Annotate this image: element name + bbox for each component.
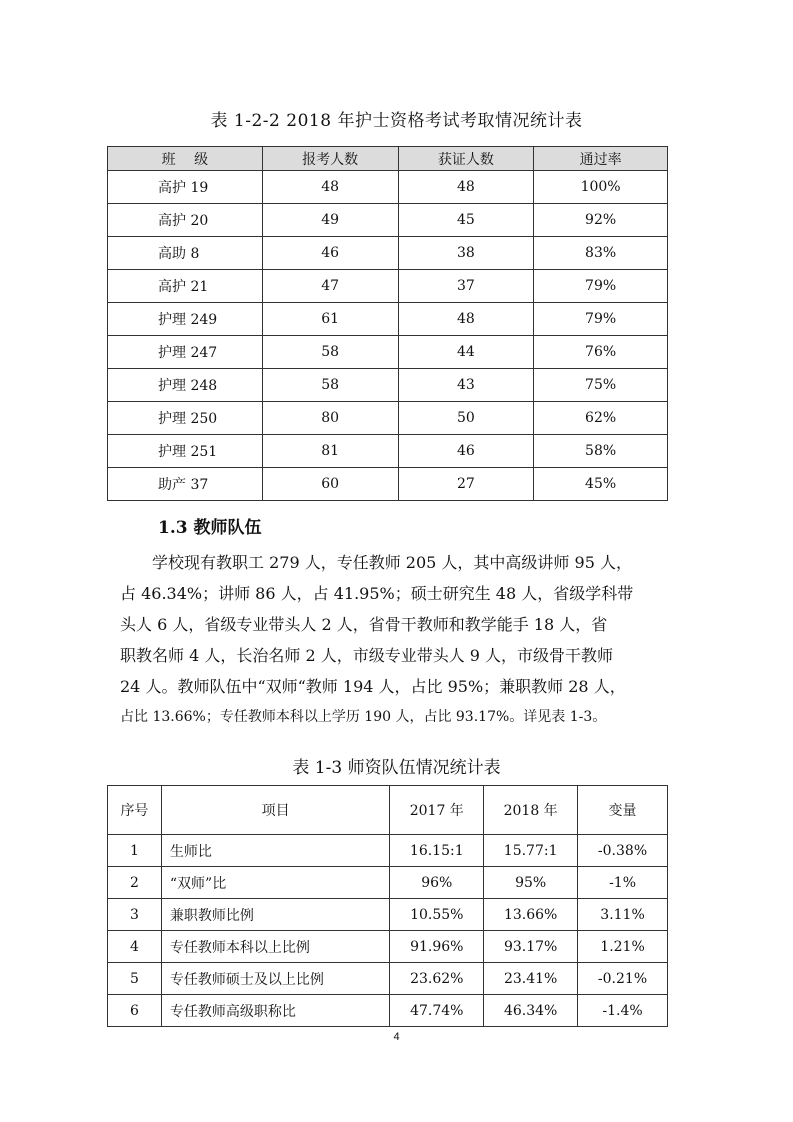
table-cell: 83% [534, 237, 668, 270]
table-cell: 96% [390, 867, 484, 899]
table-cell: 49 [262, 204, 398, 237]
table-cell: 23.62% [390, 963, 484, 995]
table-cell: 护理 249 [108, 303, 263, 336]
table-cell: 高护 20 [108, 204, 263, 237]
header-pass-rate: 通过率 [534, 147, 668, 171]
table-cell: 43 [398, 369, 534, 402]
table-cell: 50 [398, 402, 534, 435]
table-header-row [108, 147, 668, 171]
page-number: 4 [393, 1031, 400, 1043]
section-heading: 1.3 教师队伍 [158, 518, 262, 538]
table-row [108, 963, 668, 995]
table-cell: 护理 247 [108, 336, 263, 369]
table-cell: 护理 251 [108, 435, 263, 468]
header-applicants: 报考人数 [262, 147, 398, 171]
table-cell: 47.74% [390, 995, 484, 1027]
table-cell: 46 [262, 237, 398, 270]
table-cell: 62% [534, 402, 668, 435]
table-cell: 45% [534, 468, 668, 501]
table-row [108, 931, 668, 963]
table-row [108, 303, 668, 336]
table-cell: 专任教师本科以上比例 [161, 931, 389, 963]
table-row [108, 369, 668, 402]
paragraph-line: 头人 6 人，省级专业带头人 2 人，省骨干教师和教学能手 18 人，省 [120, 615, 608, 634]
paragraph-line: 职教名师 4 人，长治名师 2 人，市级专业带头人 9 人，市级骨干教师 [120, 646, 614, 665]
table-cell: 护理 250 [108, 402, 263, 435]
table-cell: 48 [262, 171, 398, 204]
table-row [108, 237, 668, 270]
table-cell: 47 [262, 270, 398, 303]
table-cell: 61 [262, 303, 398, 336]
section-paragraph [120, 547, 680, 733]
table-cell: 92% [534, 204, 668, 237]
table-cell: -0.21% [578, 963, 668, 995]
table-row [108, 204, 668, 237]
table-cell: 91.96% [390, 931, 484, 963]
table2-title: 表 1-3 师资队伍情况统计表 [292, 758, 501, 778]
table-cell: “双师”比 [161, 867, 389, 899]
table-cell: 58 [262, 369, 398, 402]
header-certified: 获证人数 [398, 147, 534, 171]
table-row [108, 336, 668, 369]
table-cell: -1.4% [578, 995, 668, 1027]
table-cell: 48 [398, 303, 534, 336]
table-row [108, 835, 668, 867]
table-cell: 79% [534, 270, 668, 303]
table-cell: 79% [534, 303, 668, 336]
table-cell: 高助 8 [108, 237, 263, 270]
table-cell: 2 [108, 867, 162, 899]
paragraph-line: 24 人。教师队伍中“双师“教师 194 人，占比 95%；兼职教师 28 人， [120, 677, 626, 696]
table-cell: 3 [108, 899, 162, 931]
table-row [108, 270, 668, 303]
table-cell: 专任教师硕士及以上比例 [161, 963, 389, 995]
table1-title: 表 1-2-2 2018 年护士资格考试考取情况统计表 [210, 111, 583, 131]
table-cell: 44 [398, 336, 534, 369]
table-cell: 兼职教师比例 [161, 899, 389, 931]
table-cell: 生师比 [161, 835, 389, 867]
table-cell: 46 [398, 435, 534, 468]
table-cell: 护理 248 [108, 369, 263, 402]
table-cell: 27 [398, 468, 534, 501]
table-cell: 13.66% [484, 899, 578, 931]
table-cell: 37 [398, 270, 534, 303]
table-cell: 75% [534, 369, 668, 402]
table-row [108, 435, 668, 468]
table-cell: 58 [262, 336, 398, 369]
table-cell: 23.41% [484, 963, 578, 995]
header-index: 序号 [108, 786, 162, 835]
table-cell: 1.21% [578, 931, 668, 963]
table-row [108, 995, 668, 1027]
table-cell: 高护 21 [108, 270, 263, 303]
table-cell: 15.77:1 [484, 835, 578, 867]
table-cell: 6 [108, 995, 162, 1027]
table-row [108, 867, 668, 899]
paragraph-line: 学校现有教职工 279 人，专任教师 205 人，其中高级讲师 95 人， [152, 553, 632, 572]
table-cell: 16.15:1 [390, 835, 484, 867]
table-cell: 48 [398, 171, 534, 204]
header-2017: 2017 年 [390, 786, 484, 835]
table-cell: 93.17% [484, 931, 578, 963]
exam-results-table [107, 146, 668, 501]
table-row [108, 899, 668, 931]
faculty-stats-table [107, 785, 668, 1027]
table-cell: 4 [108, 931, 162, 963]
table-cell: 5 [108, 963, 162, 995]
table-cell: 80 [262, 402, 398, 435]
table-cell: 高护 19 [108, 171, 263, 204]
table-cell: 38 [398, 237, 534, 270]
table-row [108, 468, 668, 501]
table-cell: 100% [534, 171, 668, 204]
table-cell: 1 [108, 835, 162, 867]
table-row [108, 171, 668, 204]
table-cell: 45 [398, 204, 534, 237]
table-cell: -1% [578, 867, 668, 899]
header-2018: 2018 年 [484, 786, 578, 835]
paragraph-line: 占 46.34%；讲师 86 人，占 41.95%；硕士研究生 48 人，省级学科带 [120, 584, 634, 603]
table-cell: 专任教师高级职称比 [161, 995, 389, 1027]
table-cell: 58% [534, 435, 668, 468]
table-cell: 46.34% [484, 995, 578, 1027]
paragraph-line: 占比 13.66%；专任教师本科以上学历 190 人，占比 93.17%。详见表 1-3。 [120, 709, 607, 725]
table-header-row [108, 786, 668, 835]
table-cell: 95% [484, 867, 578, 899]
table-row [108, 402, 668, 435]
table-cell: 76% [534, 336, 668, 369]
table-cell: 助产 37 [108, 468, 263, 501]
header-class: 班 级 [108, 147, 263, 171]
table-cell: 60 [262, 468, 398, 501]
header-change: 变量 [578, 786, 668, 835]
table-cell: -0.38% [578, 835, 668, 867]
header-item: 项目 [161, 786, 389, 835]
table-cell: 3.11% [578, 899, 668, 931]
table-cell: 10.55% [390, 899, 484, 931]
table-cell: 81 [262, 435, 398, 468]
